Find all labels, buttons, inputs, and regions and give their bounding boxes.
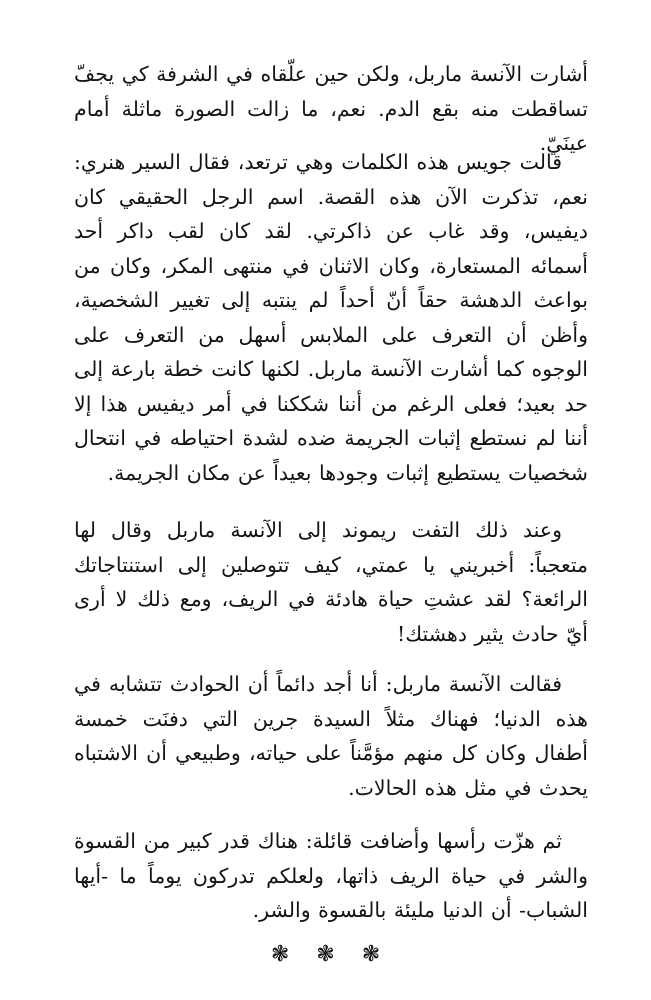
paragraph-miss-marple-reply: فقالت الآنسة ماربل: أنا أجد دائماً أن الحوادث تتشابه في هذه الدنيا؛ فهناك مثلاً السيدة جرين التي دفنَت خمسة أطفال وكان كل منهم مؤمَّناً على حياته، وطبيعي أن الاشتباه يحدث في مثل هذه الحالات. (74, 672, 588, 800)
paragraph-raymond: وعند ذلك التفت ريموند إلى الآنسة ماربل وقال لها متعجباً: أخبريني يا عمتي، كيف تتوصلين إلى استنتاجاتك الرائعة؟ لقد عشتِ حياة هادئة في الريف، ومع ذلك لا أرى أيّ حادث يثير دهشتك! (74, 518, 588, 646)
asterism-icon: ❃ (316, 942, 335, 967)
asterism-icon: ❃ (361, 942, 381, 967)
paragraph-joyce-sir-henry: قالت جويس هذه الكلمات وهي ترتعد، فقال السير هنري: نعم، تذكرت الآن هذه القصة. اسم الرجل الحقيقي كان ديفيس، وقد غاب عن ذاكرتي. لقد كان لقب داكر أحد أسمائه المستعارة، وكان الاثنان في منتهى المكر، وكان من بواعث الدهشة حقاً أنّ أحداً لم ينتبه إلى تغيير الشخصية، وأظن أن التعرف على الملابس أسهل من التعرف على الوجوه كما أشارت الآنسة ماربل. لكنها كانت خطة بارعة إلى حد بعيد؛ فعلى الرغم من أننا شككنا في أمر ديفيس هذا إلا أننا لم نستطع إثبات الجريمة ضده لشدة احتياطه في انتحال شخصيات يستطيع إثبات وجودها بعيداً عن مكان الجريمة. (74, 150, 588, 485)
paragraph-conclusion: ثم هزّت رأسها وأضافت قائلة: هناك قدر كبير من القسوة والشر في حياة الريف ذاتها، ولعلكم تدركون يوماً ما -أيها الشباب- أن الدنيا مليئة بالقسوة والشر. (74, 829, 588, 922)
asterism-icon: ❃ (270, 942, 290, 967)
section-separator (0, 940, 651, 970)
paragraph-continuation: أشارت الآنسة ماربل، ولكن حين علّقاه في الشرفة كي يجفّ تساقطت منه بقع الدم. نعم، ما زالت الصورة ماثلة أمام عينَيّ. (74, 62, 588, 155)
